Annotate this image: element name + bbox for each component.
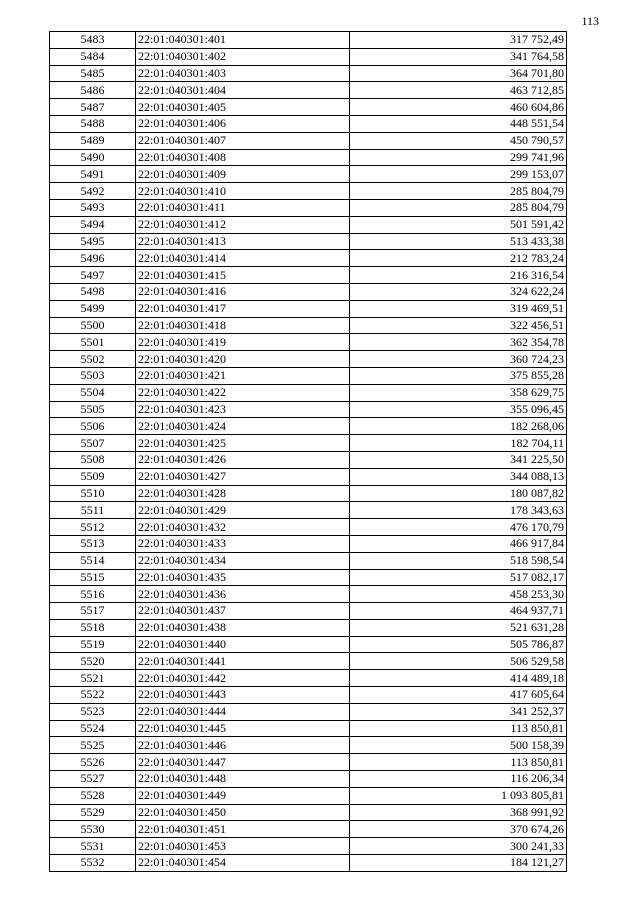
cadastral-number-cell: 22:01:040301:404 [136, 82, 350, 99]
row-number-cell: 5529 [50, 804, 136, 821]
cadastral-number-cell: 22:01:040301:437 [136, 603, 350, 620]
table-row [50, 283, 567, 300]
table-row [50, 300, 567, 317]
row-number-cell: 5516 [50, 586, 136, 603]
row-number-cell: 5519 [50, 636, 136, 653]
cadastral-value-cell: 518 598,54 [350, 552, 567, 569]
cadastral-number-cell: 22:01:040301:453 [136, 838, 350, 855]
table-row [50, 99, 567, 116]
row-number-cell: 5514 [50, 552, 136, 569]
row-number-cell: 5503 [50, 367, 136, 384]
cadastral-number-cell: 22:01:040301:427 [136, 468, 350, 485]
cadastral-value-cell: 414 489,18 [350, 670, 567, 687]
table-row [50, 334, 567, 351]
row-number-cell: 5500 [50, 317, 136, 334]
cadastral-number-cell: 22:01:040301:410 [136, 183, 350, 200]
table-row [50, 737, 567, 754]
cadastral-number-cell: 22:01:040301:429 [136, 502, 350, 519]
cadastral-number-cell: 22:01:040301:445 [136, 720, 350, 737]
row-number-cell: 5513 [50, 535, 136, 552]
cadastral-value-cell: 113 850,81 [350, 720, 567, 737]
table-row [50, 32, 567, 49]
cadastral-value-cell: 362 354,78 [350, 334, 567, 351]
cadastral-value-cell: 116 206,34 [350, 771, 567, 788]
table-row [50, 586, 567, 603]
table-row [50, 603, 567, 620]
table-row [50, 485, 567, 502]
cadastral-value-cell: 448 551,54 [350, 115, 567, 132]
cadastral-value-cell: 355 096,45 [350, 401, 567, 418]
row-number-cell: 5494 [50, 216, 136, 233]
page-number: 113 [581, 14, 599, 28]
cadastral-number-cell: 22:01:040301:401 [136, 32, 350, 49]
cadastral-number-cell: 22:01:040301:420 [136, 351, 350, 368]
row-number-cell: 5483 [50, 32, 136, 49]
row-number-cell: 5489 [50, 132, 136, 149]
cadastral-value-cell: 113 850,81 [350, 754, 567, 771]
cadastral-value-cell: 463 712,85 [350, 82, 567, 99]
cadastral-number-cell: 22:01:040301:423 [136, 401, 350, 418]
cadastral-value-cell: 180 087,82 [350, 485, 567, 502]
row-number-cell: 5515 [50, 569, 136, 586]
cadastral-number-cell: 22:01:040301:407 [136, 132, 350, 149]
cadastral-number-cell: 22:01:040301:409 [136, 166, 350, 183]
cadastral-value-cell: 212 783,24 [350, 250, 567, 267]
table-row [50, 166, 567, 183]
cadastral-number-cell: 22:01:040301:405 [136, 99, 350, 116]
cadastral-value-cell: 182 268,06 [350, 418, 567, 435]
table-row [50, 754, 567, 771]
row-number-cell: 5509 [50, 468, 136, 485]
row-number-cell: 5518 [50, 619, 136, 636]
row-number-cell: 5525 [50, 737, 136, 754]
table-row [50, 619, 567, 636]
row-number-cell: 5527 [50, 771, 136, 788]
cadastral-number-cell: 22:01:040301:438 [136, 619, 350, 636]
cadastral-number-cell: 22:01:040301:403 [136, 65, 350, 82]
row-number-cell: 5523 [50, 703, 136, 720]
row-number-cell: 5485 [50, 65, 136, 82]
row-number-cell: 5511 [50, 502, 136, 519]
cadastral-value-cell: 178 343,63 [350, 502, 567, 519]
row-number-cell: 5506 [50, 418, 136, 435]
cadastral-number-cell: 22:01:040301:414 [136, 250, 350, 267]
table-row [50, 636, 567, 653]
table-row [50, 653, 567, 670]
cadastral-number-cell: 22:01:040301:402 [136, 48, 350, 65]
row-number-cell: 5531 [50, 838, 136, 855]
row-number-cell: 5524 [50, 720, 136, 737]
table-row [50, 569, 567, 586]
table-row [50, 468, 567, 485]
cadastral-value-cell: 375 855,28 [350, 367, 567, 384]
cadastral-value-cell: 501 591,42 [350, 216, 567, 233]
table-row [50, 804, 567, 821]
cadastral-value-cell: 300 241,33 [350, 838, 567, 855]
table-row [50, 687, 567, 704]
cadastral-number-cell: 22:01:040301:436 [136, 586, 350, 603]
table-row [50, 367, 567, 384]
row-number-cell: 5498 [50, 283, 136, 300]
row-number-cell: 5517 [50, 603, 136, 620]
cadastral-value-cell: 458 253,30 [350, 586, 567, 603]
cadastral-number-cell: 22:01:040301:417 [136, 300, 350, 317]
cadastral-value-cell: 517 082,17 [350, 569, 567, 586]
cadastral-number-cell: 22:01:040301:408 [136, 149, 350, 166]
cadastral-value-cell: 500 158,39 [350, 737, 567, 754]
cadastral-number-cell: 22:01:040301:411 [136, 199, 350, 216]
cadastral-value-cell: 317 752,49 [350, 32, 567, 49]
cadastral-value-cell: 364 701,80 [350, 65, 567, 82]
cadastral-number-cell: 22:01:040301:450 [136, 804, 350, 821]
cadastral-number-cell: 22:01:040301:406 [136, 115, 350, 132]
row-number-cell: 5528 [50, 787, 136, 804]
cadastral-value-cell: 285 804,79 [350, 183, 567, 200]
cadastral-number-cell: 22:01:040301:428 [136, 485, 350, 502]
row-number-cell: 5521 [50, 670, 136, 687]
cadastral-number-cell: 22:01:040301:432 [136, 519, 350, 536]
table-body [50, 32, 567, 872]
cadastral-number-cell: 22:01:040301:440 [136, 636, 350, 653]
cadastral-value-cell: 299 741,96 [350, 149, 567, 166]
table-row [50, 250, 567, 267]
row-number-cell: 5492 [50, 183, 136, 200]
cadastral-number-cell: 22:01:040301:442 [136, 670, 350, 687]
row-number-cell: 5487 [50, 99, 136, 116]
row-number-cell: 5497 [50, 267, 136, 284]
table-row [50, 115, 567, 132]
cadastral-value-cell: 464 937,71 [350, 603, 567, 620]
cadastral-value-cell: 184 121,27 [350, 855, 567, 872]
cadastral-number-cell: 22:01:040301:444 [136, 703, 350, 720]
row-number-cell: 5484 [50, 48, 136, 65]
table-row [50, 233, 567, 250]
row-number-cell: 5501 [50, 334, 136, 351]
row-number-cell: 5510 [50, 485, 136, 502]
cadastral-value-cell: 521 631,28 [350, 619, 567, 636]
cadastral-value-cell: 341 225,50 [350, 451, 567, 468]
table-row [50, 317, 567, 334]
row-number-cell: 5493 [50, 199, 136, 216]
cadastral-value-cell: 299 153,07 [350, 166, 567, 183]
table-row [50, 418, 567, 435]
cadastral-value-cell: 506 529,58 [350, 653, 567, 670]
row-number-cell: 5491 [50, 166, 136, 183]
cadastral-value-cell: 324 622,24 [350, 283, 567, 300]
row-number-cell: 5496 [50, 250, 136, 267]
cadastral-number-cell: 22:01:040301:425 [136, 435, 350, 452]
row-number-cell: 5508 [50, 451, 136, 468]
row-number-cell: 5504 [50, 384, 136, 401]
cadastral-value-cell: 182 704,11 [350, 435, 567, 452]
table-row [50, 703, 567, 720]
cadastral-number-cell: 22:01:040301:443 [136, 687, 350, 704]
cadastral-number-cell: 22:01:040301:454 [136, 855, 350, 872]
row-number-cell: 5486 [50, 82, 136, 99]
cadastral-number-cell: 22:01:040301:451 [136, 821, 350, 838]
cadastral-value-cell: 370 674,26 [350, 821, 567, 838]
cadastral-number-cell: 22:01:040301:446 [136, 737, 350, 754]
table-row [50, 48, 567, 65]
row-number-cell: 5495 [50, 233, 136, 250]
cadastral-value-cell: 460 604,86 [350, 99, 567, 116]
row-number-cell: 5490 [50, 149, 136, 166]
table-row [50, 787, 567, 804]
cadastral-number-cell: 22:01:040301:449 [136, 787, 350, 804]
table-row [50, 552, 567, 569]
cadastral-number-cell: 22:01:040301:418 [136, 317, 350, 334]
table-row [50, 855, 567, 872]
row-number-cell: 5520 [50, 653, 136, 670]
table-row [50, 771, 567, 788]
cadastral-value-cell: 344 088,13 [350, 468, 567, 485]
cadastral-value-cell: 358 629,75 [350, 384, 567, 401]
row-number-cell: 5488 [50, 115, 136, 132]
table-row [50, 351, 567, 368]
cadastral-number-cell: 22:01:040301:412 [136, 216, 350, 233]
cadastral-value-cell: 505 786,87 [350, 636, 567, 653]
row-number-cell: 5502 [50, 351, 136, 368]
cadastral-value-cell: 368 991,92 [350, 804, 567, 821]
cadastral-value-cell: 360 724,23 [350, 351, 567, 368]
cadastral-number-cell: 22:01:040301:434 [136, 552, 350, 569]
cadastral-number-cell: 22:01:040301:419 [136, 334, 350, 351]
cadastral-number-cell: 22:01:040301:424 [136, 418, 350, 435]
cadastral-value-cell: 341 764,58 [350, 48, 567, 65]
row-number-cell: 5512 [50, 519, 136, 536]
cadastral-number-cell: 22:01:040301:435 [136, 569, 350, 586]
table-row [50, 720, 567, 737]
table-row [50, 821, 567, 838]
table-row [50, 451, 567, 468]
table-row [50, 65, 567, 82]
table-row [50, 199, 567, 216]
cadastral-value-cell: 513 433,38 [350, 233, 567, 250]
cadastral-value-table [49, 31, 567, 872]
row-number-cell: 5526 [50, 754, 136, 771]
table-row [50, 384, 567, 401]
cadastral-number-cell: 22:01:040301:447 [136, 754, 350, 771]
cadastral-number-cell: 22:01:040301:448 [136, 771, 350, 788]
table-row [50, 519, 567, 536]
table-row [50, 535, 567, 552]
cadastral-number-cell: 22:01:040301:426 [136, 451, 350, 468]
row-number-cell: 5499 [50, 300, 136, 317]
table-row [50, 267, 567, 284]
table-row [50, 82, 567, 99]
cadastral-number-cell: 22:01:040301:415 [136, 267, 350, 284]
table-row [50, 132, 567, 149]
table-row [50, 401, 567, 418]
row-number-cell: 5532 [50, 855, 136, 872]
row-number-cell: 5505 [50, 401, 136, 418]
cadastral-number-cell: 22:01:040301:441 [136, 653, 350, 670]
cadastral-number-cell: 22:01:040301:433 [136, 535, 350, 552]
table-row [50, 149, 567, 166]
cadastral-value-cell: 322 456,51 [350, 317, 567, 334]
cadastral-value-cell: 417 605,64 [350, 687, 567, 704]
cadastral-value-cell: 285 804,79 [350, 199, 567, 216]
cadastral-value-cell: 450 790,57 [350, 132, 567, 149]
table-row [50, 838, 567, 855]
row-number-cell: 5530 [50, 821, 136, 838]
cadastral-value-cell: 216 316,54 [350, 267, 567, 284]
table-row [50, 183, 567, 200]
table-row [50, 216, 567, 233]
table-row [50, 502, 567, 519]
cadastral-value-cell: 466 917,84 [350, 535, 567, 552]
cadastral-value-cell: 1 093 805,81 [350, 787, 567, 804]
cadastral-number-cell: 22:01:040301:421 [136, 367, 350, 384]
cadastral-number-cell: 22:01:040301:413 [136, 233, 350, 250]
cadastral-value-cell: 319 469,51 [350, 300, 567, 317]
cadastral-number-cell: 22:01:040301:422 [136, 384, 350, 401]
table-row [50, 435, 567, 452]
row-number-cell: 5522 [50, 687, 136, 704]
cadastral-number-cell: 22:01:040301:416 [136, 283, 350, 300]
cadastral-value-cell: 341 252,37 [350, 703, 567, 720]
cadastral-value-cell: 476 170,79 [350, 519, 567, 536]
table-row [50, 670, 567, 687]
row-number-cell: 5507 [50, 435, 136, 452]
